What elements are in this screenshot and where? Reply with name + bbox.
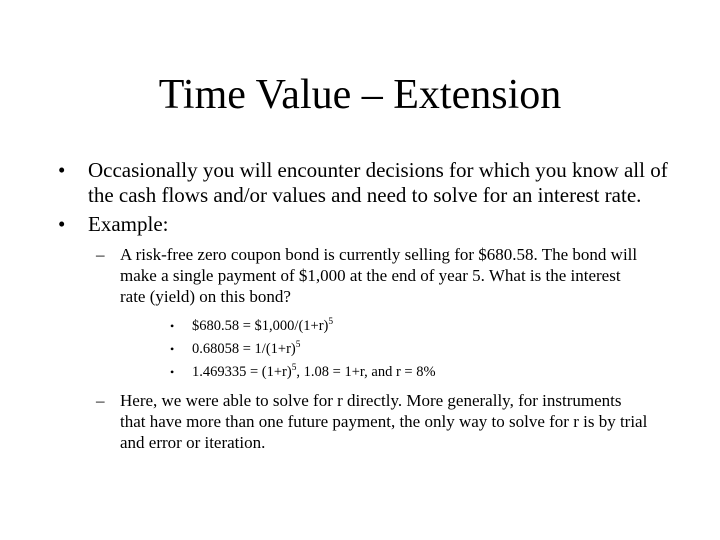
equation-item (170, 338, 668, 361)
equation-text: 0.68058 = 1/(1+r) (192, 341, 296, 357)
equation-tail: , 1.08 = 1+r, and r = 8% (296, 364, 436, 380)
bullet-marker: • (170, 319, 175, 333)
bullet-marker: • (58, 158, 66, 182)
sub-bullet-text: Here, we were able to solve for r directly. More generally, for instruments that have more than one future payment, the only way to solve for r is by trial and error or iteration. (120, 391, 648, 452)
sub-bullet-item (96, 244, 650, 307)
sub-bullet-item (96, 390, 650, 453)
equation-text: 1.469335 = (1+r) (192, 364, 292, 380)
equation-list (170, 315, 668, 384)
bullet-text: Occasionally you will encounter decisions for which you know all of the cash flows and/or values and need to solve for an interest rate. (88, 158, 668, 207)
bullet-text: Example: (88, 212, 169, 236)
sub-bullet-text: A risk-free zero coupon bond is currently selling for $680.58. The bond will make a single payment of $1,000 at the end of year 5. What is the interest rate (yield) on this bond? (120, 245, 638, 306)
bullet-marker: • (170, 365, 175, 379)
dash-marker: – (96, 391, 105, 410)
dash-marker: – (96, 245, 105, 264)
slide-title: Time Value – Extension (158, 72, 562, 118)
bullet-marker: • (170, 342, 175, 356)
sub-bullet-list (96, 244, 668, 453)
equation-exponent: 5 (328, 317, 334, 328)
equation-item (170, 315, 668, 338)
bullet-item (58, 158, 668, 208)
equation-exponent: 5 (295, 340, 301, 351)
bullet-marker: • (58, 212, 66, 236)
bullet-item (58, 212, 668, 237)
slide-content (58, 158, 668, 457)
equation-item (170, 361, 668, 384)
equation-exponent: 5 (291, 363, 297, 374)
equation-text: $680.58 = $1,000/(1+r) (192, 318, 329, 334)
